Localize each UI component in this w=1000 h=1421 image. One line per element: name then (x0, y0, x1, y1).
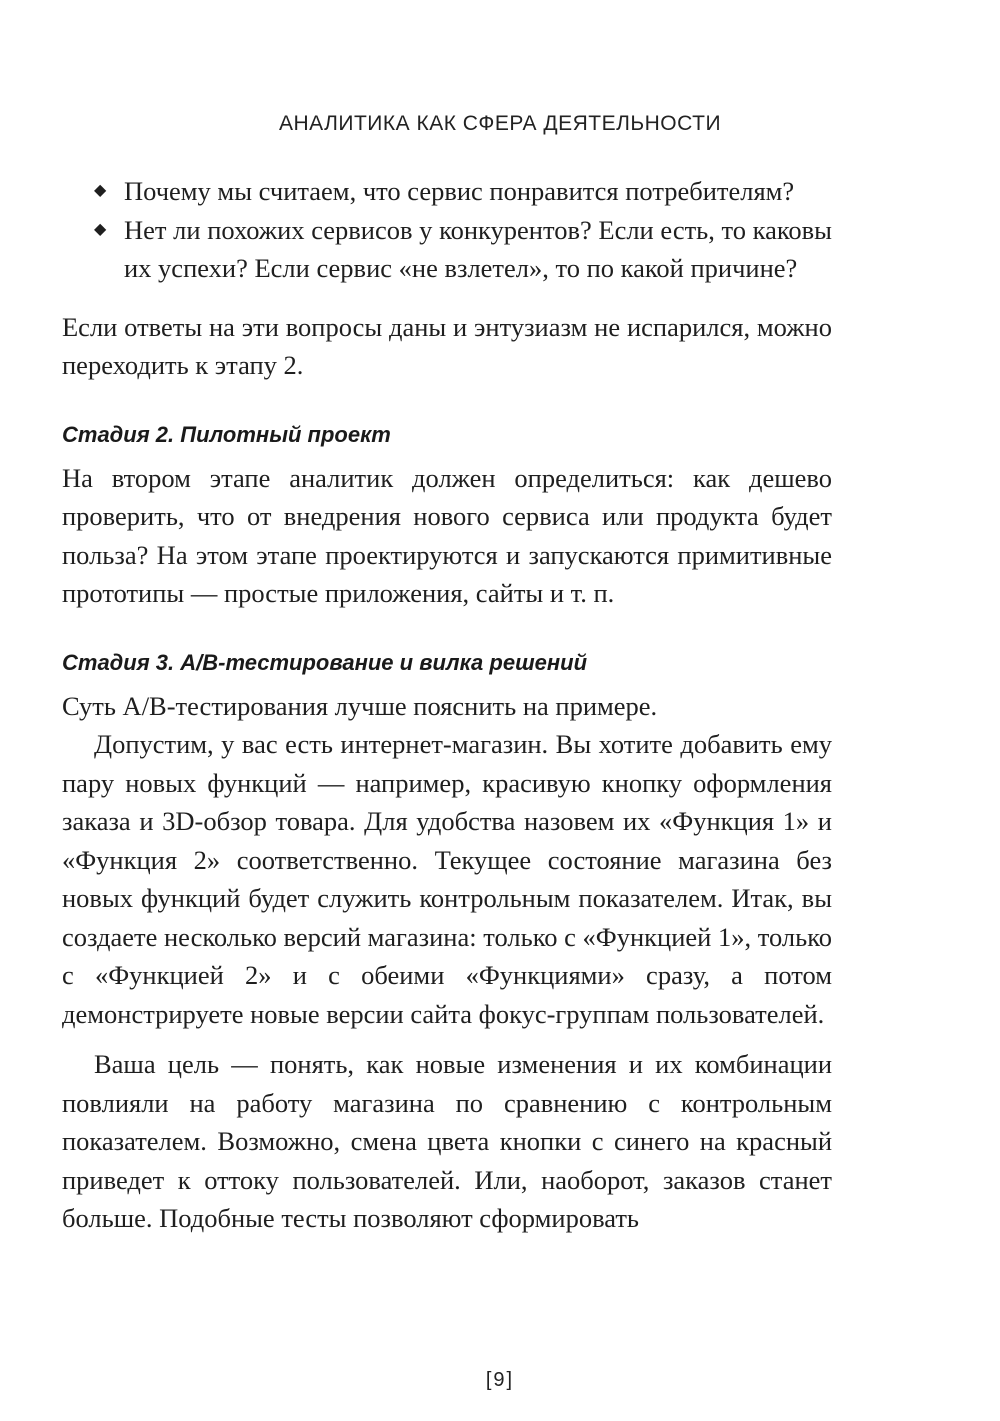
page-number: [9] (485, 1369, 515, 1391)
list-item (62, 172, 832, 211)
diamond-bullet-icon: ◆ (94, 182, 107, 199)
stage3-paragraph: Допустим, у вас есть интернет-магазин. Вы хотите добавить ему пару новых функций — например, красивую кнопку оформления заказа и 3D-обзор товара. Для удобства назовем их «Функция 1» и «Функция 2» соответственно. Текущее состояние магазина без новых функций будет служить контрольным показателем. Итак, вы создаете несколько версий магазина: только с «Функцией 1», только с «Функцией 2» и с обеими «Функциями» сразу, а потом демонстрируете новые версии сайта фокус-группам пользователей. (62, 729, 832, 1029)
list-item-text: Почему мы считаем, что сервис понравится потребителям? (124, 176, 795, 206)
stage3-heading: Стадия 3. А/В-тестирование и вилка решений (62, 649, 588, 675)
page-body (62, 172, 832, 1238)
diamond-bullet-icon: ◆ (94, 220, 107, 238)
stage2-paragraph: На втором этапе аналитик должен определиться: как дешево проверить, что от внедрения нового сервиса или продукта будет польза? На этом этапе проектируются и запускаются примитивные прототипы — простые приложения, сайты и т. п. (62, 462, 832, 608)
stage3-paragraph: Суть А/В-тестирования лучше пояснить на примере. (62, 690, 658, 721)
intro-paragraph: Если ответы на эти вопросы даны и энтузиазм не испарился, можно переходить к этапу 2. (62, 311, 832, 380)
list-item-text: Нет ли похожих сервисов у конкурентов? Если есть, то каковы их успехи? Если сервис «не взлетел», то по какой причине? (124, 214, 832, 283)
stage3-paragraph: Ваша цель — понять, как новые изменения и их комбинации повлияли на работу магазина по сравнению с контрольным показателем. Возможно, смена цвета кнопки с синего на красный приведет к оттоку пользователей. Или, наоборот, заказов станет больше. Подобные тесты позволяют сформировать (62, 1049, 832, 1233)
stage2-heading: Стадия 2. Пилотный проект (62, 421, 391, 447)
list-item (62, 211, 832, 288)
running-head: АНАЛИТИКА КАК СФЕРА ДЕЯТЕЛЬНОСТИ (278, 112, 722, 135)
question-list (62, 172, 832, 288)
